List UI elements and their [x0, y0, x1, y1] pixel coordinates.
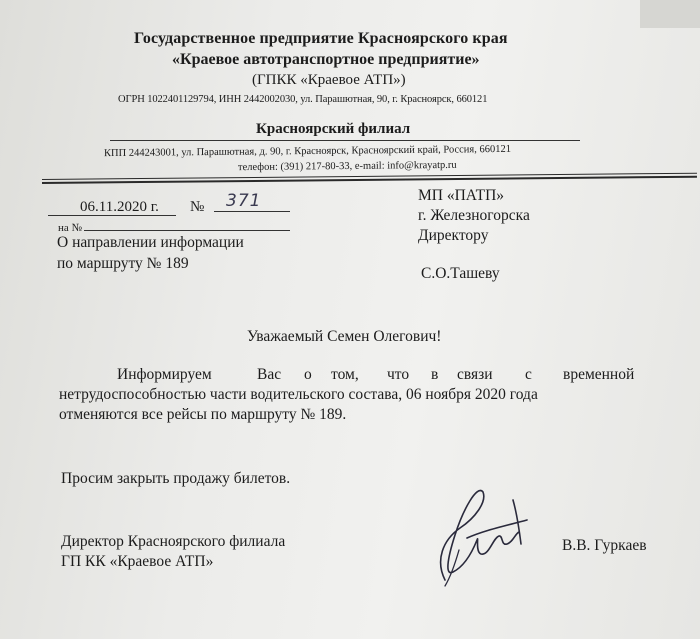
- branch-address: КПП 244243001, ул. Парашютная, д. 90, г. Красноярск, Красноярский край, Россия, 660121: [103, 143, 511, 160]
- org-title: Государственное предприятие Красноярского края: [134, 30, 508, 47]
- body-word: что: [387, 366, 410, 383]
- reply-to-underline: [84, 230, 290, 231]
- header-separator-thick: [42, 176, 697, 184]
- body-line-2: нетрудоспособностью части водительского состава, 06 ноября 2020 года: [59, 386, 538, 403]
- branch-contacts: телефон: (391) 217-80-33, e-mail: info@krayatp.ru: [237, 159, 457, 174]
- salutation: Уважаемый Семен Олегович!: [247, 328, 442, 345]
- number-underline: [214, 211, 290, 212]
- signer-name: В.В. Гуркаев: [562, 537, 647, 554]
- org-name: «Краевое автотранспортное предприятие»: [172, 51, 480, 68]
- recipient-city: г. Железногорска: [418, 207, 530, 224]
- request-text: Просим закрыть продажу билетов.: [61, 470, 291, 487]
- recipient-position: Директору: [418, 227, 489, 244]
- letter-date: 06.11.2020 г.: [80, 199, 159, 215]
- date-underline: [48, 215, 176, 216]
- subject-line-2: по маршруту № 189: [57, 255, 189, 272]
- subject-line-1: О направлении информации: [57, 234, 244, 251]
- body-word: Информируем: [117, 366, 212, 383]
- body-word: том,: [331, 366, 359, 383]
- recipient-name: С.О.Ташеву: [421, 265, 500, 282]
- number-label: №: [190, 199, 205, 215]
- org-abbreviation: (ГПКК «Краевое АТП»): [252, 72, 406, 88]
- org-registration: ОГРН 1022401129794, ИНН 2442002030, ул. Парашютная, 90, г. Красноярск, 660121: [118, 94, 488, 105]
- signatory-position-1: Директор Красноярского филиала: [61, 533, 286, 550]
- branch-title: Красноярский филиал: [256, 121, 411, 137]
- body-word: Вас: [257, 366, 282, 383]
- body-word: о: [304, 366, 312, 383]
- letter-number: 371: [226, 191, 262, 211]
- handwritten-signature: [415, 480, 545, 590]
- body-word: временной: [563, 366, 635, 383]
- branch-divider: [110, 140, 580, 141]
- body-word: связи: [457, 366, 493, 383]
- signatory-position-2: ГП КК «Краевое АТП»: [61, 553, 214, 570]
- body-word: с: [525, 366, 532, 383]
- background-corner: [640, 0, 700, 28]
- reply-to-label: на №: [58, 222, 83, 234]
- recipient-org: МП «ПАТП»: [418, 187, 505, 204]
- body-word: в: [431, 366, 439, 383]
- body-line-3: отменяются все рейсы по маршруту № 189.: [59, 406, 347, 423]
